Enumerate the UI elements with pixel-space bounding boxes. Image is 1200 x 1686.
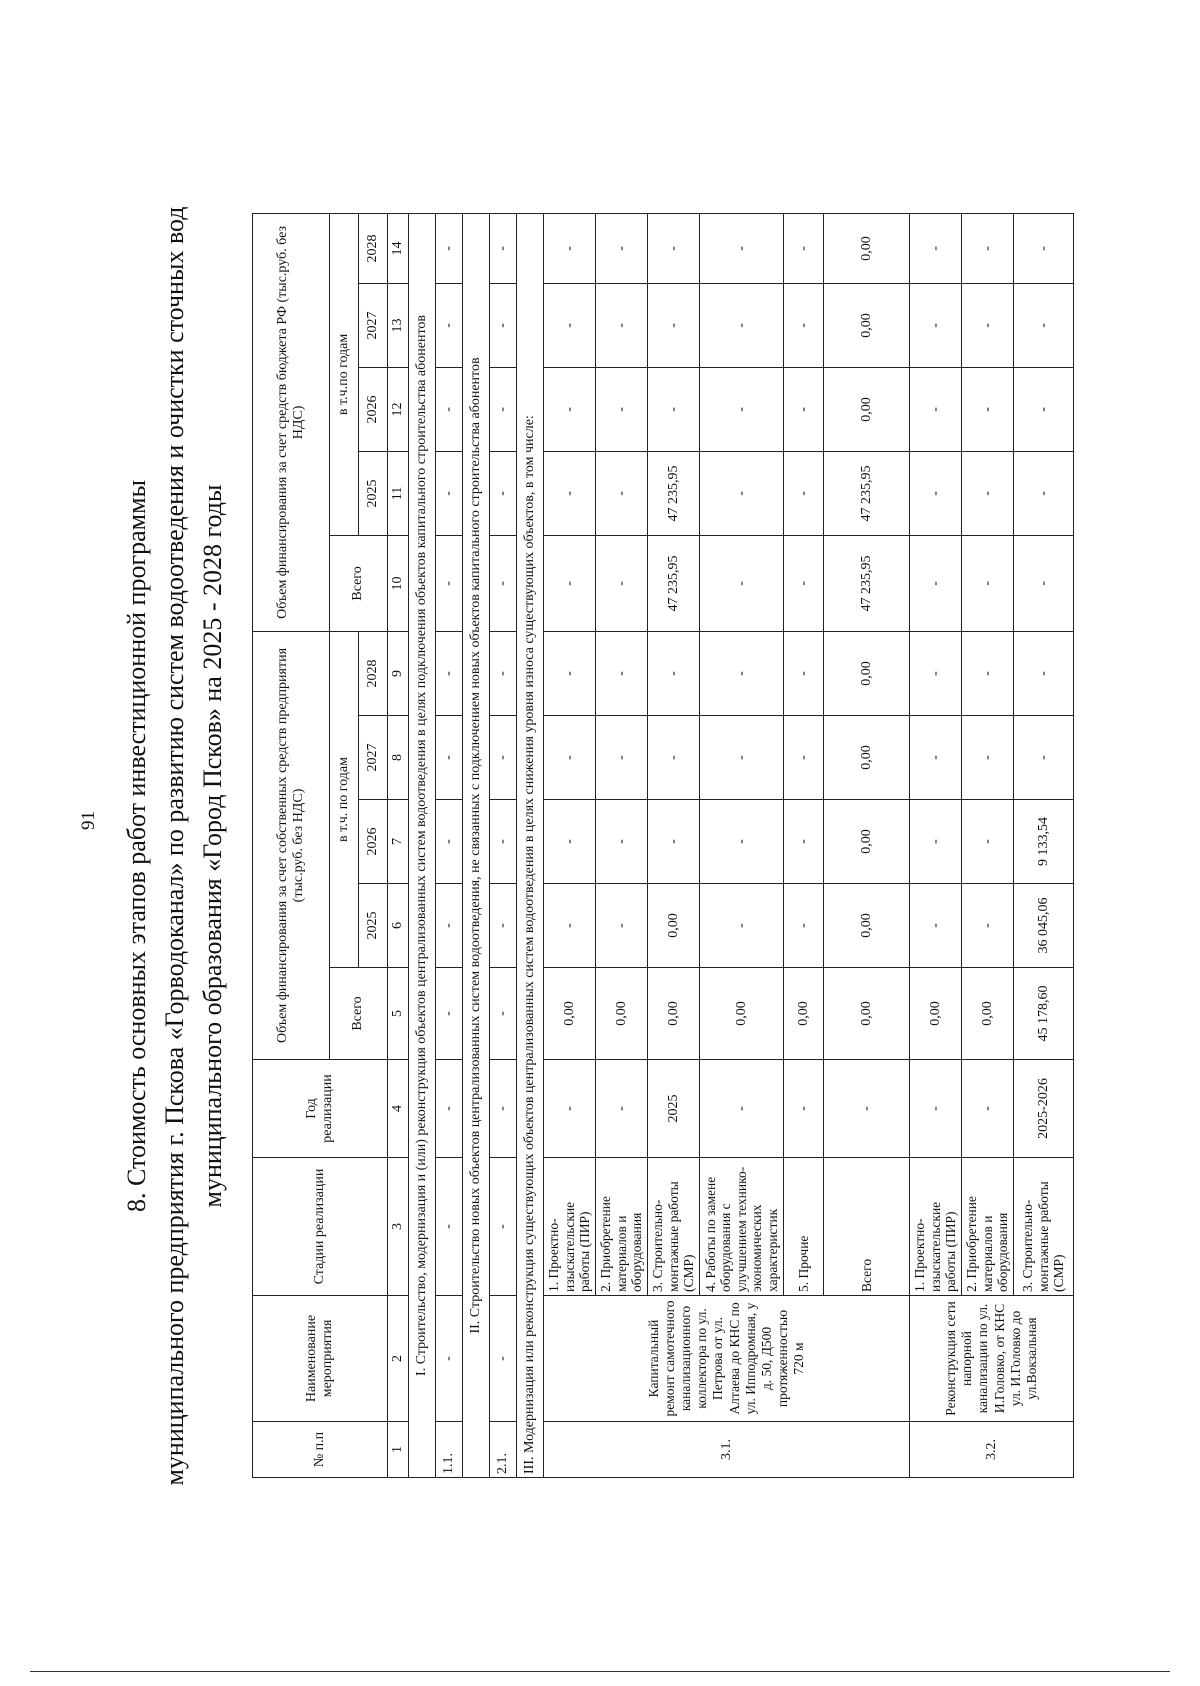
header-own-2028: 2028 [359,631,388,715]
own-2026-cell: - [962,800,1014,884]
item-name: Капитальный ремонт самотечного канализационного коллектора по ул. Петрова от ул. Алтаева до КНС по ул. Ипподромная, у д. 50, Д500 протяженностью 720 м [544,1296,910,1422]
col-num: 8 [388,716,409,800]
own-2025-cell: - [700,884,784,968]
cell: - [436,367,463,451]
cell: - [490,451,517,535]
table-row [700,213,784,1477]
budget-2026-cell: - [700,367,784,451]
table-row [784,213,824,1477]
year-cell: - [544,1060,596,1158]
own-2028-cell: - [910,631,962,715]
year-cell: - [962,1060,1014,1158]
own-2025-cell: - [596,884,648,968]
budget-2025-cell: - [544,451,596,535]
item-3-2 [910,213,1074,1477]
own-2025-cell: - [962,884,1014,968]
own-2027-cell: - [648,716,700,800]
item-3-1 [544,213,910,1477]
cell: - [436,451,463,535]
stage-cell: 3. Строительно-монтажные работы (СМР) [648,1158,700,1296]
budget-2025-cell: 47 235,95 [824,451,910,535]
item-number: 3.2. [910,1422,1074,1478]
own-2025-cell: 36 045,06 [1014,884,1074,968]
budget-2028-cell: 0,00 [824,213,910,283]
page-number: 91 [78,811,99,830]
own-2026-cell: - [648,800,700,884]
own-2028-cell: - [784,631,824,715]
budget-2027-cell: - [910,283,962,367]
table-row [1014,213,1074,1477]
own-2028-cell: - [648,631,700,715]
budget-total-cell: - [910,535,962,631]
budget-2027-cell: 0,00 [824,283,910,367]
budget-2026-cell: - [784,367,824,451]
section-3-header [517,213,544,1477]
own-2027-cell: - [544,716,596,800]
cell: - [436,884,463,968]
col-num: 13 [388,283,409,367]
cell: - [436,800,463,884]
section-2-row [490,213,517,1477]
year-cell: - [910,1060,962,1158]
budget-2027-cell: - [544,283,596,367]
own-2027-cell: - [700,716,784,800]
stage-cell: 1. Проектно-изыскательские работы (ПИР) [910,1158,962,1296]
col-num: 14 [388,213,409,283]
stage-cell: Всего [824,1158,910,1296]
stage-cell: 2. Приобретение материалов и оборудования [596,1158,648,1296]
title-line-1: 8. Стоимость основных этапов работ инвестиционной программы [122,479,151,1213]
budget-total-cell: - [962,535,1014,631]
budget-2028-cell: - [648,213,700,283]
own-2025-cell: 0,00 [824,884,910,968]
own-2027-cell: - [910,716,962,800]
budget-2025-cell: - [1014,451,1074,535]
budget-2028-cell: - [596,213,648,283]
budget-2028-cell: - [910,213,962,283]
budget-total-cell: 47 235,95 [648,535,700,631]
budget-2028-cell: - [1014,213,1074,283]
col-num: 12 [388,367,409,451]
budget-total-cell: - [784,535,824,631]
budget-2025-cell: - [910,451,962,535]
cell: - [490,631,517,715]
own-total-cell: 0,00 [824,968,910,1060]
cell: - [490,884,517,968]
section-1-title: I. Строительство, модернизация и (или) реконструкция объектов централизованных систем водоотведения в целях подключения объектов капитального строительства абонентов [409,213,436,1477]
header-budget-2027: 2027 [359,283,388,367]
budget-total-cell: - [1014,535,1074,631]
cell: - [490,535,517,631]
year-cell: - [784,1060,824,1158]
row-number: 1.1. [436,1422,463,1478]
cell: - [490,367,517,451]
header-stages: Стадии реализации [253,1158,388,1296]
header-own-total: Всего [330,968,388,1060]
investment-table [252,213,1074,1478]
header-year: Год реализации [253,1060,388,1158]
own-2028-cell: - [596,631,648,715]
table-row [648,213,700,1477]
own-2027-cell: - [962,716,1014,800]
cell: - [436,968,463,1060]
own-2026-cell: - [910,800,962,884]
cell: - [436,1060,463,1158]
cell: - [436,1296,463,1422]
cell: - [490,1060,517,1158]
cell: - [490,716,517,800]
header-budget-total: Всего [330,535,388,631]
cell: - [490,1296,517,1422]
own-2028-cell: - [700,631,784,715]
table-row [962,213,1014,1477]
cell: - [490,1158,517,1296]
budget-2025-cell: 47 235,95 [648,451,700,535]
budget-2027-cell: - [648,283,700,367]
stage-cell: 3. Строительно-монтажные работы (СМР) [1014,1158,1074,1296]
budget-2026-cell: - [1014,367,1074,451]
section-1-header [409,213,436,1477]
own-total-cell: 0,00 [596,968,648,1060]
own-total-cell: 45 178,60 [1014,968,1074,1060]
header-budget-2025: 2025 [359,451,388,535]
budget-2025-cell: - [962,451,1014,535]
cell: - [490,800,517,884]
stage-cell: 2. Приобретение материалов и оборудования [962,1158,1014,1296]
own-2028-cell: - [962,631,1014,715]
col-num: 6 [388,884,409,968]
own-total-cell: 0,00 [910,968,962,1060]
own-2026-cell: - [784,800,824,884]
cell: - [490,213,517,283]
budget-2027-cell: - [700,283,784,367]
stage-cell: 1. Проектно-изыскательские работы (ПИР) [544,1158,596,1296]
budget-2026-cell: - [596,367,648,451]
year-cell: 2025-2026 [1014,1060,1074,1158]
table-row [596,213,648,1477]
header-own-funds: Объем финансирования за счет собственных средств предприятия (тыс.руб. без НДС) [253,631,330,1059]
own-2025-cell: - [910,884,962,968]
own-2025-cell: - [544,884,596,968]
col-num: 1 [388,1422,409,1478]
budget-2027-cell: - [596,283,648,367]
header-num: № п.п [253,1422,388,1478]
col-num: 5 [388,968,409,1060]
year-cell: - [700,1060,784,1158]
own-2028-cell: - [1014,631,1074,715]
own-2026-cell: - [544,800,596,884]
header-own-2025: 2025 [359,884,388,968]
section-3-title: III. Модернизация или реконструкция существующих объектов централизованных систем водоотведения в целях снижения уровня износа существующих объектов, в том числе: [517,213,544,1477]
own-2027-cell: - [596,716,648,800]
budget-total-cell: - [700,535,784,631]
budget-2026-cell: - [962,367,1014,451]
cell: - [436,283,463,367]
col-num: 10 [388,535,409,631]
own-2027-cell: - [784,716,824,800]
cell: - [490,968,517,1060]
item-number: 3.1. [544,1422,910,1478]
header-budget-2026: 2026 [359,367,388,451]
col-num: 2 [388,1296,409,1422]
own-2026-cell: - [700,800,784,884]
own-2026-cell: 0,00 [824,800,910,884]
own-total-cell: 0,00 [648,968,700,1060]
budget-2028-cell: - [700,213,784,283]
header-name: Наименование мероприятия [253,1296,388,1422]
table-row [544,213,596,1477]
table-row [910,213,962,1477]
own-total-cell: 0,00 [544,968,596,1060]
header-own-by-years: в т.ч. по годам [330,631,359,967]
own-2028-cell: 0,00 [824,631,910,715]
own-2026-cell: 9 133,54 [1014,800,1074,884]
item-name: Реконструкция сети напорной канализации по ул. И.Головко, от КНС ул. И.Головко до ул.Вокзальная [910,1296,1074,1422]
col-num: 4 [388,1060,409,1158]
stage-cell: 4. Работы по замене оборудования с улучшением технико-экономических характеристик [700,1158,784,1296]
own-2025-cell: - [784,884,824,968]
year-cell: - [824,1060,910,1158]
table-row [824,213,910,1477]
own-2025-cell: 0,00 [648,884,700,968]
cell: - [436,716,463,800]
own-2027-cell: - [1014,716,1074,800]
budget-2026-cell: - [544,367,596,451]
cell: - [490,283,517,367]
column-numbers-row [388,213,409,1477]
budget-2025-cell: - [596,451,648,535]
budget-total-cell: - [596,535,648,631]
own-2028-cell: - [544,631,596,715]
budget-2028-cell: - [544,213,596,283]
own-total-cell: 0,00 [700,968,784,1060]
budget-2027-cell: - [1014,283,1074,367]
cell: - [436,631,463,715]
own-2027-cell: 0,00 [824,716,910,800]
col-num: 11 [388,451,409,535]
budget-2027-cell: - [784,283,824,367]
cell: - [436,213,463,283]
row-number: 2.1. [490,1422,517,1478]
budget-2026-cell: 0,00 [824,367,910,451]
cell: - [436,1158,463,1296]
title-line-3: муниципального образования «Город Псков» на 2025 - 2028 годы [198,484,227,1208]
budget-total-cell: - [544,535,596,631]
budget-2027-cell: - [962,283,1014,367]
section-2-header [463,213,490,1477]
stage-cell: 5. Прочие [784,1158,824,1296]
section-1-row [436,213,463,1477]
year-cell: 2025 [648,1060,700,1158]
own-total-cell: 0,00 [784,968,824,1060]
header-own-2027: 2027 [359,716,388,800]
budget-2028-cell: - [962,213,1014,283]
scan-edge-line [30,1671,1170,1672]
section-2-title: II. Строительство новых объектов централизованных систем водоотведения, не связанных с подключением новых объектов капитального строительства абонентов [463,213,490,1477]
header-budget-funds: Объем финансирования за счет средств бюджета РФ (тыс.руб. без НДС) [253,213,330,631]
year-cell: - [596,1060,648,1158]
header-budget-2028: 2028 [359,213,388,283]
budget-2028-cell: - [784,213,824,283]
header-own-2026: 2026 [359,800,388,884]
budget-2026-cell: - [910,367,962,451]
col-num: 3 [388,1158,409,1296]
own-total-cell: 0,00 [962,968,1014,1060]
budget-total-cell: 47 235,95 [824,535,910,631]
title-line-2: муниципального предприятия г. Пскова «Горводоканал» по развитию систем водоотведения и очистки сточных вод [160,206,189,1486]
budget-2025-cell: - [784,451,824,535]
header-budget-by-years: в т.ч.по годам [330,213,359,535]
col-num: 9 [388,631,409,715]
cell: - [436,535,463,631]
budget-2025-cell: - [700,451,784,535]
budget-2026-cell: - [648,367,700,451]
own-2026-cell: - [596,800,648,884]
col-num: 7 [388,800,409,884]
